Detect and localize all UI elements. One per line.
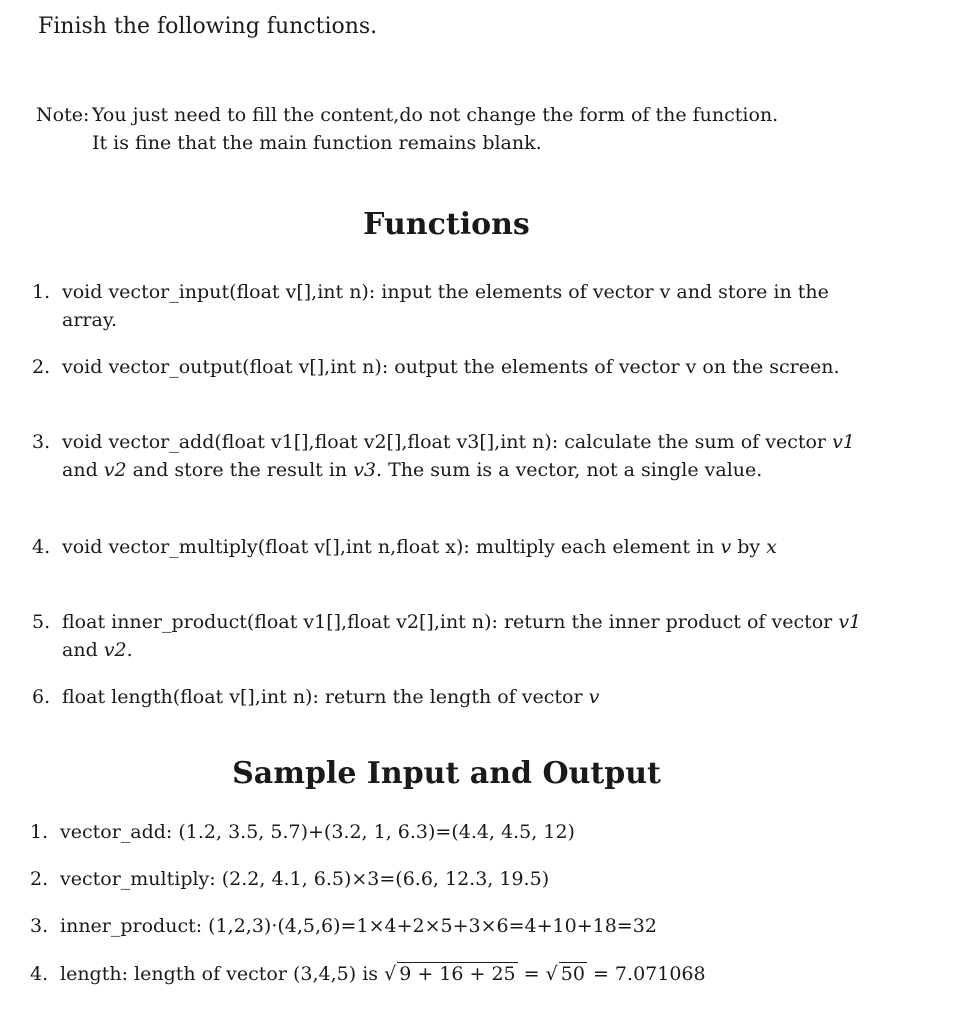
math-var: v2 <box>103 639 127 661</box>
math-var: v <box>588 686 600 708</box>
functions-heading: Functions <box>363 207 530 242</box>
function-description: void vector_multiply(float v[],int n,float x): multiply each element in v by x <box>62 536 777 558</box>
math-var: x <box>766 536 777 558</box>
function-description: void vector_add(float v1[],float v2[],float v3[],int n): calculate the sum of vector v1 <box>62 431 855 453</box>
sqrt-expression: 9 + 16 + 25 <box>399 963 516 985</box>
sample-text: length: length of vector (3,4,5) is √ 9 + 16 + 25 = √ 50 = 7.071068 <box>60 963 706 985</box>
math-var: v <box>720 536 732 558</box>
item-number: 3. <box>32 431 51 453</box>
note-text-line2: It is fine that the main function remains blank. <box>92 132 542 154</box>
function-description: void vector_output(float v[],int n): output the elements of vector v on the screen. <box>62 356 840 378</box>
function-description-cont: and v2. <box>62 639 133 661</box>
note-text-line1: You just need to fill the content,do not change the form of the function. <box>92 104 779 126</box>
sqrt-symbol: √ <box>545 963 558 985</box>
intro-text: Finish the following functions. <box>38 14 378 39</box>
function-description-cont: and v2 and store the result in v3. The sum is a vector, not a single value. <box>62 459 763 481</box>
math-var: v2 <box>103 459 127 481</box>
math-var: v1 <box>832 431 855 453</box>
sample-heading: Sample Input and Output <box>232 756 661 791</box>
function-description: float length(float v[],int n): return the length of vector v <box>62 686 600 708</box>
item-number: 1. <box>32 281 51 303</box>
sqrt-symbol: √ <box>384 963 397 985</box>
sample-text: vector_add: (1.2, 3.5, 5.7)+(3.2, 1, 6.3)=(4.4, 4.5, 12) <box>60 821 575 843</box>
item-number: 4. <box>32 536 51 558</box>
sample-text: vector_multiply: (2.2, 4.1, 6.5)×3=(6.6, 12.3, 19.5) <box>60 868 550 890</box>
sqrt-expression: 50 <box>560 963 585 985</box>
item-number: 3. <box>30 915 49 937</box>
function-description-cont: array. <box>62 309 118 331</box>
math-var: v3 <box>353 459 377 481</box>
note-label: Note: <box>36 104 90 126</box>
function-description: float inner_product(float v1[],float v2[],int n): return the inner product of vector v1 <box>62 611 862 633</box>
math-var: v1 <box>838 611 862 633</box>
item-number: 6. <box>32 686 51 708</box>
item-number: 1. <box>30 821 49 843</box>
function-description: void vector_input(float v[],int n): input the elements of vector v and store in the <box>62 281 829 303</box>
item-number: 2. <box>32 356 51 378</box>
sample-text: inner_product: (1,2,3)·(4,5,6)=1×4+2×5+3×6=4+10+18=32 <box>60 915 657 937</box>
item-number: 5. <box>32 611 51 633</box>
item-number: 4. <box>30 963 49 985</box>
item-number: 2. <box>30 868 49 890</box>
